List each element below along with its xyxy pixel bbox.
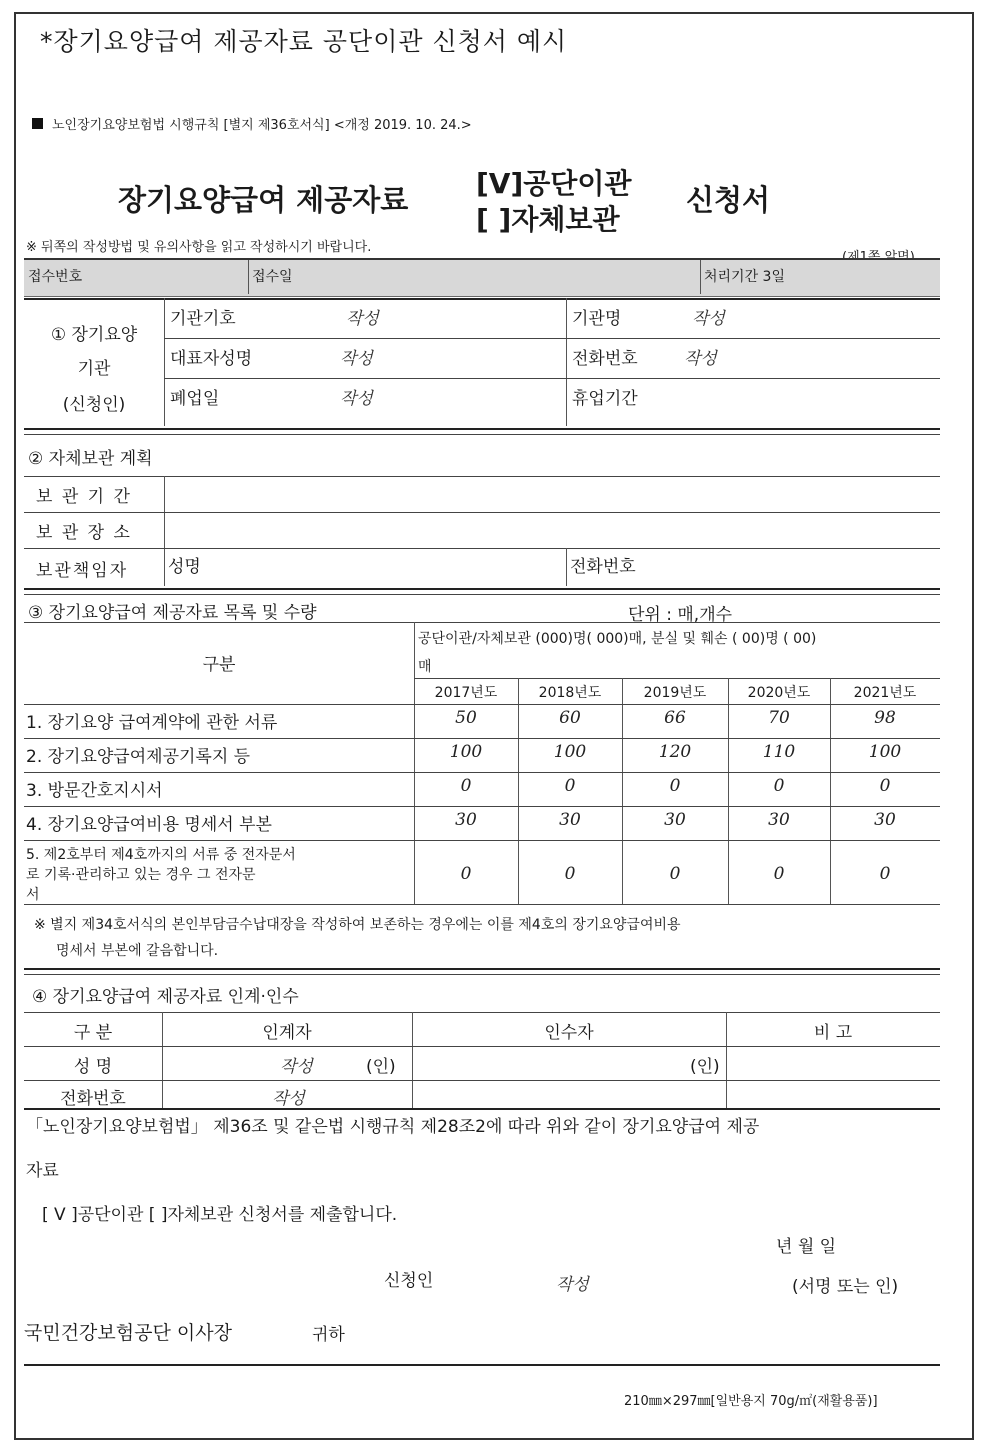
divider <box>24 428 940 430</box>
divider <box>24 434 940 435</box>
row-value: 120 <box>658 742 692 762</box>
row-value: 0 <box>879 776 891 796</box>
year-header: 2020년도 <box>747 685 811 701</box>
date-line: 년 월 일 <box>776 1237 837 1257</box>
row-label: 5. 제2호부터 제4호까지의 서류 중 전자문서 <box>26 847 296 863</box>
divider <box>24 1046 940 1047</box>
storage-period-label: 보 관 기 간 <box>36 487 132 507</box>
row-value: 100 <box>553 742 587 762</box>
row-value: 110 <box>762 742 796 762</box>
option-self-storage: [ ]자체보관 <box>476 203 620 236</box>
org-name-label: 기관명 <box>572 309 622 329</box>
row-value: 70 <box>768 708 790 728</box>
row-value: 30 <box>768 810 790 830</box>
section4-title: ④ 장기요양급여 제공자료 인계·인수 <box>32 987 299 1007</box>
declaration-line2: 자료 <box>26 1161 59 1181</box>
col-giver: 인계자 <box>262 1023 312 1043</box>
year-header: 2018년도 <box>538 685 602 701</box>
divider <box>24 704 940 705</box>
closed-date-value: 작성 <box>340 389 373 409</box>
divider <box>164 378 940 379</box>
divider <box>24 772 940 773</box>
row-value: 98 <box>874 708 896 728</box>
row-value: 0 <box>879 864 891 884</box>
divider <box>566 298 567 426</box>
form-reference: 노인장기요양보험법 시행규칙 [별지 제36호서식] <개정 2019. 10. 24.> <box>52 118 472 133</box>
row-value: 100 <box>449 742 483 762</box>
divider <box>164 298 165 426</box>
option-transfer: [V]공단이관 <box>476 167 632 200</box>
section2-title: ② 자체보관 계획 <box>28 449 153 469</box>
closed-date-label: 폐업일 <box>170 389 220 409</box>
divider <box>24 1080 940 1081</box>
divider <box>24 738 940 739</box>
form-title-right: 신청서 <box>686 183 771 217</box>
divider <box>248 260 249 294</box>
seal-receiver: (인) <box>690 1057 720 1077</box>
phone-row-label: 전화번호 <box>60 1089 126 1109</box>
row-value: 0 <box>669 776 681 796</box>
row-value: 0 <box>773 864 785 884</box>
storage-manager-label: 보관책임자 <box>36 561 129 581</box>
storage-place-label: 보 관 장 소 <box>36 523 132 543</box>
phone-label: 전화번호 <box>572 349 638 369</box>
row-label: 4. 장기요양급여비용 명세서 부본 <box>26 815 272 835</box>
square-bullet-icon <box>32 118 43 129</box>
org-code-value: 작성 <box>346 309 379 329</box>
form-title-left: 장기요양급여 제공자료 <box>118 183 409 217</box>
sign-note: (서명 또는 인) <box>792 1277 899 1297</box>
divider <box>566 548 567 586</box>
divider <box>24 840 940 841</box>
divider <box>24 548 940 549</box>
example-title: *장기요양급여 제공자료 공단이관 신청서 예시 <box>40 27 568 56</box>
row-value: 30 <box>874 810 896 830</box>
row-value: 0 <box>773 776 785 796</box>
header-category: 구분 <box>202 655 236 675</box>
row-value: 30 <box>559 810 581 830</box>
applicant-label: 신청인 <box>384 1271 434 1291</box>
section1-label-3: (신청인) <box>62 395 126 415</box>
row-value: 0 <box>564 864 576 884</box>
divider <box>24 806 940 807</box>
row-label: 3. 방문간호지시서 <box>26 781 163 801</box>
year-header: 2021년도 <box>853 685 917 701</box>
divider <box>24 512 940 513</box>
suspension-label: 휴업기간 <box>572 389 638 409</box>
divider <box>414 622 415 904</box>
col-note: 비 고 <box>813 1023 853 1043</box>
row-value: 0 <box>460 776 472 796</box>
row-value: 60 <box>559 708 581 728</box>
row-value: 0 <box>564 776 576 796</box>
section3-footnote-2: 명세서 부본에 갈음합니다. <box>56 943 219 959</box>
row-value: 66 <box>664 708 686 728</box>
section1-label-2: 기관 <box>77 359 111 379</box>
giver-name: 작성 <box>280 1057 313 1077</box>
rep-name-value: 작성 <box>340 349 373 369</box>
col-receiver: 인수자 <box>544 1023 594 1043</box>
header-note: 공단이관/자체보관 (000)명( 000)매, 분실 및 훼손 ( 00)명 ( 00) <box>418 631 817 647</box>
row-value: 0 <box>669 864 681 884</box>
row-value: 0 <box>460 864 472 884</box>
row-label: 2. 장기요양급여제공기록지 등 <box>26 747 251 767</box>
year-header: 2019년도 <box>643 685 707 701</box>
divider <box>164 338 940 339</box>
declaration-line1: 「노인장기요양보험법」 제36조 및 같은법 시행규칙 제28조2에 따라 위와 같이 장기요양급여 제공 <box>26 1117 760 1137</box>
manager-name-label: 성명 <box>168 557 201 577</box>
col-category: 구 분 <box>73 1023 113 1043</box>
divider <box>24 904 940 905</box>
row-value: 30 <box>664 810 686 830</box>
receipt-bar <box>24 258 940 297</box>
divider <box>24 1108 940 1110</box>
divider <box>24 476 940 477</box>
row-label: 서 <box>26 887 40 903</box>
section3-title: ③ 장기요양급여 제공자료 목록 및 수량 <box>28 603 317 623</box>
processing-period: 처리기간 3일 <box>704 269 785 285</box>
divider <box>24 622 940 623</box>
receipt-number-label: 접수번호 <box>28 269 83 285</box>
giver-phone: 작성 <box>272 1089 305 1109</box>
receipt-date-label: 접수일 <box>252 269 293 285</box>
divider <box>700 260 701 294</box>
declaration-line3: [ V ]공단이관 [ ]자체보관 신청서를 제출합니다. <box>42 1205 398 1225</box>
seal-giver: (인) <box>366 1057 396 1077</box>
divider <box>24 968 940 970</box>
instruction-note: ※ 뒤쪽의 작성방법 및 유의사항을 읽고 작성하시기 바랍니다. <box>26 240 372 255</box>
recipient: 국민건강보험공단 이사장 <box>24 1322 232 1344</box>
unit-note: 단위 : 매,개수 <box>628 605 733 625</box>
header-note-2: 매 <box>418 659 432 675</box>
row-value: 30 <box>455 810 477 830</box>
divider <box>24 594 940 595</box>
divider <box>164 476 165 586</box>
row-label: 1. 장기요양 급여계약에 관한 서류 <box>26 713 278 733</box>
divider <box>24 1364 940 1366</box>
manager-phone-label: 전화번호 <box>570 557 636 577</box>
divider <box>24 974 940 975</box>
org-code-label: 기관기호 <box>170 309 236 329</box>
divider <box>24 588 940 590</box>
applicant-value: 작성 <box>556 1275 589 1295</box>
honorific: 귀하 <box>312 1325 345 1345</box>
year-header: 2017년도 <box>434 685 498 701</box>
row-value: 100 <box>868 742 902 762</box>
paper-spec: 210㎜×297㎜[일반용지 70g/㎡(재활용품)] <box>624 1394 878 1409</box>
section3-footnote: ※ 별지 제34호서식의 본인부담금수납대장을 작성하여 보존하는 경우에는 이를 제4호의 장기요양급여비용 <box>34 917 681 933</box>
phone-value: 작성 <box>684 349 717 369</box>
row-label: 로 기록·관리하고 있는 경우 그 전자문 <box>26 867 256 883</box>
row-value: 50 <box>455 708 477 728</box>
rep-name-label: 대표자성명 <box>170 349 253 369</box>
divider <box>24 298 940 300</box>
section1-label-1: ① 장기요양 <box>50 325 138 345</box>
org-name-value: 작성 <box>692 309 725 329</box>
name-label: 성 명 <box>73 1057 113 1077</box>
divider <box>414 678 940 679</box>
